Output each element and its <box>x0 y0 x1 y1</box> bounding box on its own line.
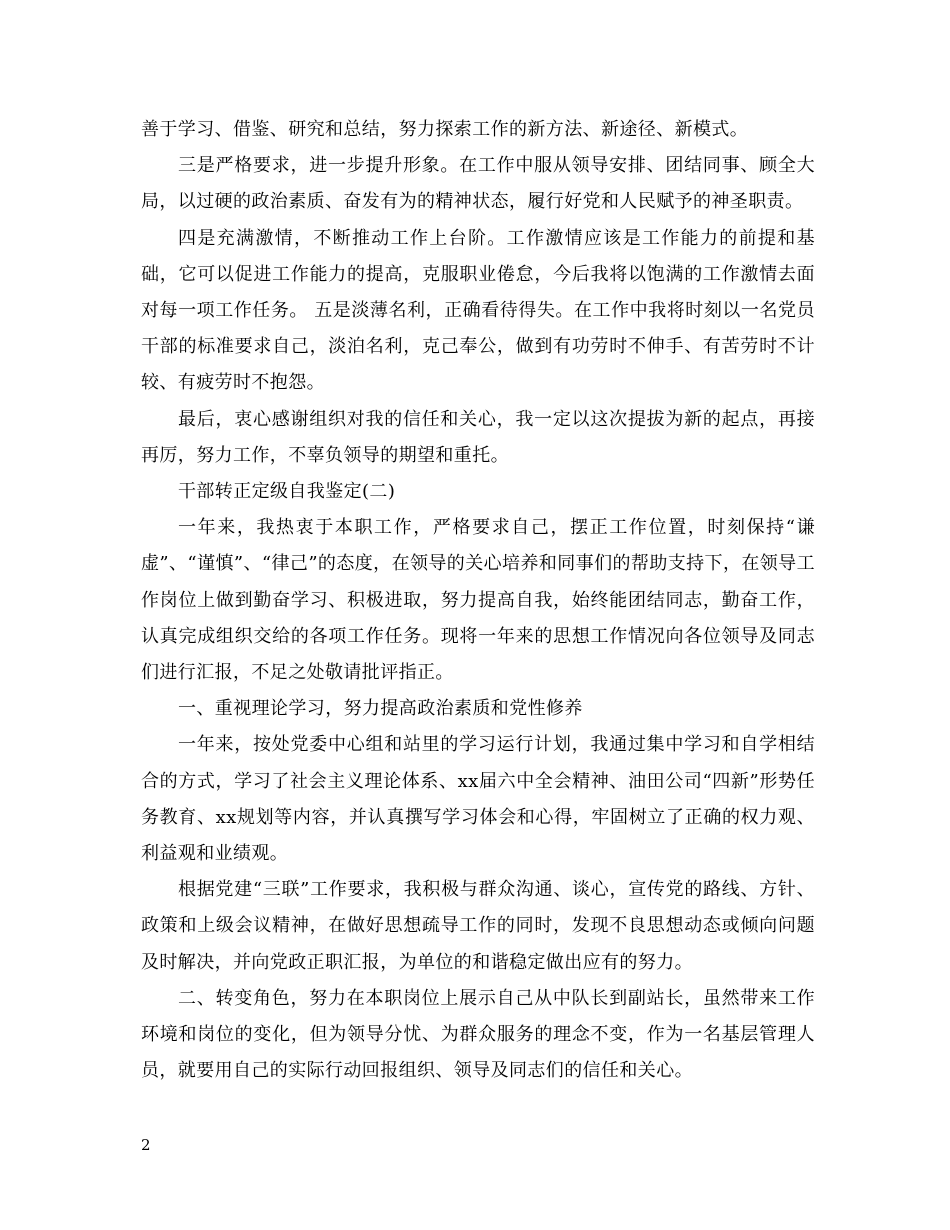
paragraph-passion-and-fame: 四是充满激情，不断推动工作上台阶。工作激情应该是工作能力的前提和基础，它可以促进工作能力的提高，克服职业倦怠，今后我将以饱满的工作激情去面对每一项工作任务。 五是淡薄名利，正确看待得失。在工作中我将时刻以一名党员干部的标准要求自己，淡泊名利，克己奉公，做到有功劳时不伸手、有苦劳时不计较、有疲劳时不抱怨。 <box>141 227 815 394</box>
subheading-theory-study: 一、重视理论学习，努力提高政治素质和党性修养 <box>178 698 583 720</box>
paragraph-role-change: 二、转变角色，努力在本职岗位上展示自己从中队长到副站长，虽然带来工作环境和岗位的变化，但为领导分忧、为群众服务的理念不变，作为一名基层管理人员，就要用自己的实际行动回报组织、领导及同志们的信任和关心。 <box>141 987 815 1082</box>
paragraph-continuation: 善于学习、借鉴、研究和总结，努力探索工作的新方法、新途径、新模式。 <box>141 119 749 140</box>
paragraph-party-building: 根据党建“三联”工作要求，我积极与群众沟通、谈心，宣传党的路线、方针、政策和上级会议精神，在做好思想疏导工作的同时，发现不良思想动态或倾向问题及时解决，并向党政正职汇报，为单位的和谐稳定做出应有的努力。 <box>141 879 815 973</box>
paragraph-closing-thanks: 最后，衷心感谢组织对我的信任和关心，我一定以这次提拔为新的起点，再接再厉，努力工作，不辜负领导的期望和重托。 <box>141 408 815 466</box>
paragraph-strict-requirements: 三是严格要求，进一步提升形象。在工作中服从领导安排、团结同事、顾全大局，以过硬的政治素质、奋发有为的精神状态，履行好党和人民赋予的神圣职责。 <box>141 155 815 213</box>
page-number: 2 <box>141 1136 151 1154</box>
paragraph-intro: 一年来，我热衷于本职工作，严格要求自己，摆正工作位置，时刻保持“谦虚”、“谨慎”、“律己”的态度，在领导的关心培养和同事们的帮助支持下，在领导工作岗位上做到勤奋学习、积极进取，努力提高自我，始终能团结同志，勤奋工作，认真完成组织交给的各项工作任务。现将一年来的思想工作情况向各位领导及同志们进行汇报，不足之处敬请批评指正。 <box>141 517 815 684</box>
document-body <box>141 112 815 1089</box>
section-heading: 干部转正定级自我鉴定(二) <box>178 481 396 503</box>
paragraph-study-plan: 一年来，按处党委中心组和站里的学习运行计划，我通过集中学习和自学相结合的方式，学习了社会主义理论体系、xx届六中全会精神、油田公司“四新”形势任务教育、xx规划等内容，并认真撰写学习体会和心得，牢固树立了正确的权力观、利益观和业绩观。 <box>141 734 815 865</box>
